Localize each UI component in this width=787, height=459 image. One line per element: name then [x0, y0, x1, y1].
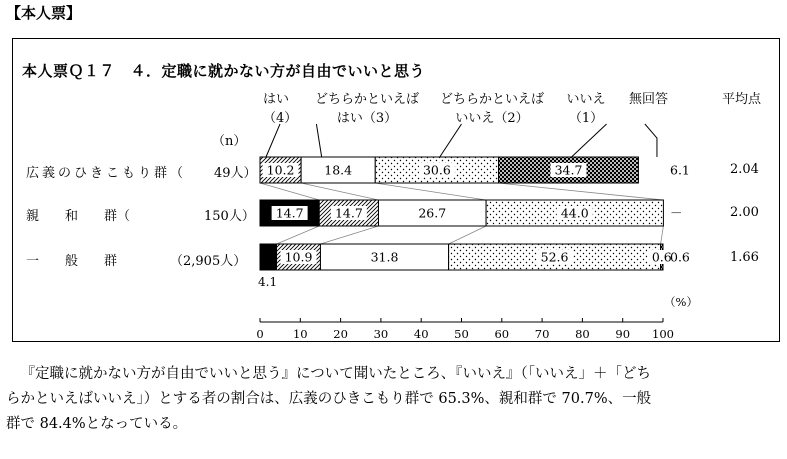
data-label: 26.7: [418, 205, 447, 221]
data-label: 0.6: [651, 249, 672, 265]
connector-line: [301, 183, 378, 200]
data-label: 30.6: [422, 162, 451, 178]
connector-line: [277, 226, 320, 244]
average-hikikomori: 2.04: [730, 162, 759, 177]
connector-line: [375, 183, 486, 200]
x-tick-label: 60: [494, 327, 510, 341]
summary-paragraph: [6, 362, 781, 437]
average-header: 平均点: [722, 92, 762, 107]
data-label: 10.9: [284, 249, 313, 265]
row-n-affinity: 150人）: [204, 209, 255, 224]
data-label: 4.1: [258, 275, 278, 289]
callout-line: [440, 124, 462, 157]
page-heading: 【本人票】: [6, 4, 82, 22]
x-tick-label: 20: [333, 327, 348, 341]
legend-yes: はい （4）: [263, 92, 298, 126]
legend-unanswered: 無回答: [629, 92, 669, 107]
legend-somewhat-yes: どちらかといえば はい（3）: [314, 92, 419, 126]
data-label: 10.2: [266, 162, 295, 178]
unanswered-label: 6.1: [670, 162, 690, 178]
summary-line-3: 群で 84.4%となっている。: [6, 416, 188, 432]
n-header: （n）: [212, 134, 247, 149]
row-n-hikikomori: 49人）: [214, 166, 257, 181]
callout-line: [316, 124, 321, 157]
bar-segment: [260, 244, 277, 270]
row-label-hikikomori: 広義のひきこもり群（: [26, 166, 187, 181]
data-label: 31.8: [370, 249, 399, 265]
summary-line-2: らかといえばいいえ」）とする者の割合は、広義のひきこもり群で 65.3%、親和群で 70.7%、一般: [6, 391, 652, 407]
x-tick-label: 70: [534, 327, 550, 341]
unanswered-label: －: [670, 205, 683, 221]
callout-line: [645, 124, 657, 157]
data-label: 34.7: [554, 162, 583, 178]
unit-label: （%）: [664, 295, 698, 309]
x-tick-label: 100: [652, 327, 674, 341]
x-tick-label: 30: [373, 327, 389, 341]
row-label-general: 一 般 群: [26, 254, 118, 269]
connector-line: [661, 226, 664, 244]
x-tick-label: 10: [292, 327, 308, 341]
data-label: 52.6: [540, 249, 569, 265]
legend-somewhat-no: どちらかといえば いいえ（2）: [439, 92, 544, 126]
average-general: 1.66: [730, 250, 759, 265]
row-label-affinity: 親 和 群（: [26, 209, 131, 224]
row-n-general: （2,905人）: [170, 254, 247, 269]
x-tick-label: 80: [575, 327, 590, 341]
legend-no: いいえ （1）: [566, 92, 606, 126]
data-label: 14.7: [334, 205, 363, 221]
data-label: 18.4: [324, 162, 353, 178]
data-label: 44.0: [560, 205, 589, 221]
connector-line: [320, 226, 378, 244]
x-tick-label: 40: [413, 327, 429, 341]
x-tick-label: 0: [256, 327, 264, 341]
summary-line-1: 『定職に就かない方が自由でいいと思う』について聞いたところ、『いいえ』（「いいえ」＋「どち: [20, 366, 651, 382]
connector-line: [499, 183, 664, 200]
connector-line: [260, 183, 319, 200]
data-label: 14.7: [275, 205, 304, 221]
average-affinity: 2.00: [730, 205, 759, 220]
question-title: 本人票Ｑ１７ ４．定職に就かない方が自由でいいと思う: [22, 62, 426, 80]
callout-line: [266, 124, 280, 157]
callout-line: [572, 124, 607, 157]
x-tick-label: 50: [454, 327, 469, 341]
connector-line: [449, 226, 486, 244]
x-tick-label: 90: [615, 327, 631, 341]
unanswered-label: 0.6: [670, 249, 690, 265]
